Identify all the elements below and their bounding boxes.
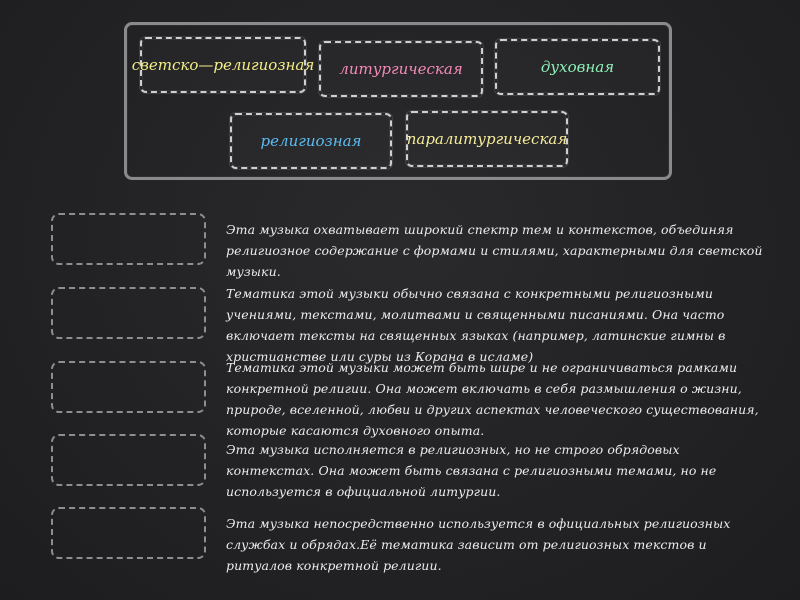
description-1: Эта музыка охватывает широкий спектр тем и контекстов, объединяя религиозное содержание с формами и стилями, характерными для светской музыки. [226,222,763,279]
drop-slot-3[interactable] [51,361,206,413]
drop-slot-4[interactable] [51,434,206,486]
tile-liturgicheskaya[interactable]: литургическая [319,41,483,97]
tile-paraliturgicheskaya[interactable]: паралитургическая [406,111,568,167]
description-4: Эта музыка исполняется в религиозных, но не строго обрядовых контекстах. Она может быть связана с религиозными темами, но не используется в официальной литургии. [226,442,717,499]
description-5: Эта музыка непосредственно используется в официальных религиозных службах и обрядах.Её тематика зависит от религиозных текстов и ритуалов конкретной религии. [226,516,731,573]
description-2: Тематика этой музыки обычно связана с конкретными религиозными учениями, текстами, молитвами и священными писаниями. Она часто включает тексты на священных языках (например, латинские гимны в христианстве или суры из Корана в исламе) [226,286,726,364]
tile-duhovnaya[interactable]: духовная [495,39,660,95]
description-3: Тематика этой музыки может быть шире и не ограничиваться рамками конкретной религии. Она может включать в себя размышления о жизни, природе, вселенной, любви и других аспектах человеческого существования, которые касаются духовного опыта. [226,360,759,438]
drop-slot-1[interactable] [51,213,206,265]
drop-slot-5[interactable] [51,507,206,559]
tile-svetsko-religioznaya[interactable]: светско—религиозная [140,37,306,93]
tile-religioznaya[interactable]: религиозная [230,113,392,169]
drop-slot-2[interactable] [51,287,206,339]
